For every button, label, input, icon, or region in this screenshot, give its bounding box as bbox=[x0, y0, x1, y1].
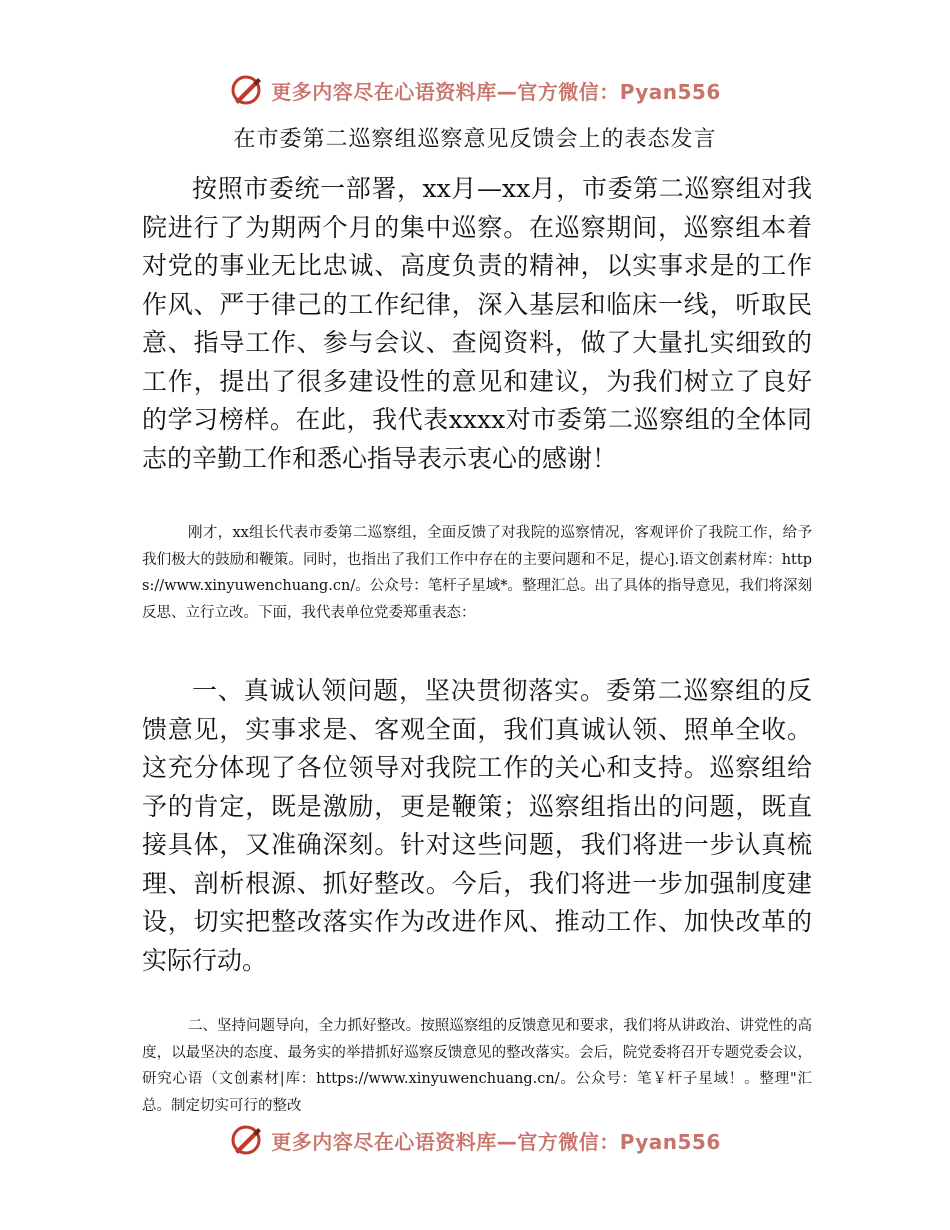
banner-text: 更多内容尽在心语资料库—官方微信：Pyan556 bbox=[271, 79, 721, 104]
document-title: 在市委第二巡察组巡察意见反馈会上的表态发言 bbox=[233, 127, 717, 152]
paragraph-point-one: 一、真诚认领问题，坚决贯彻落实。委第二巡察组的反馈意见，实事求是、客观全面，我们真诚认领、照单全收。这充分体现了各位领导对我院工作的关心和支持。巡察组给予的肯定，既是激励，更是鞭策；巡察组指出的问题，既直接具体，又准确深刻。针对这些问题，我们将进一步认真梳理、剖析根源、抓好整改。今后，我们将进一步加强制度建设，切实把整改落实作为改进作风、推动工作、加快改革的实际行动。 bbox=[142, 676, 812, 975]
pen-logo-icon bbox=[229, 73, 263, 107]
pen-logo-icon bbox=[229, 1123, 263, 1157]
banner-text: 更多内容尽在心语资料库—官方微信：Pyan556 bbox=[271, 1129, 721, 1154]
header-banner bbox=[0, 70, 950, 110]
paragraph-point-two: 二、坚持问题导向，全力抓好整改。按照巡察组的反馈意见和要求，我们将从讲政治、讲党性的高度，以最坚决的态度、最务实的举措抓好巡察反馈意见的整改落实。会后，院党委将召开专题党委会议，研究心语（文创素材|库：https://www.xinyuwenchuang.cn/。公众号：笔￥杆子星域！。整理"汇总。制定切实可行的整改 bbox=[142, 1018, 812, 1114]
footer-banner bbox=[0, 1120, 950, 1160]
paragraph-intro: 按照市委统一部署，xx月—xx月，市委第二巡察组对我院进行了为期两个月的集中巡察。在巡察期间，巡察组本着对党的事业无比忠诚、高度负责的精神，以实事求是的工作作风、严于律己的工作纪律，深入基层和临床一线，听取民意、指导工作、参与会议、查阅资料，做了大量扎实细致的工作，提出了很多建设性的意见和建议，为我们树立了良好的学习榜样。在此，我代表xxxx对市委第二巡察组的全体同志的辛勤工作和悉心指导表示衷心的感谢！ bbox=[142, 174, 812, 473]
paragraph-feedback: 刚才，xx组长代表市委第二巡察组，全面反馈了对我院的巡察情况，客观评价了我院工作，给予我们极大的鼓励和鞭策。同时，也指出了我们工作中存在的主要问题和不足，提心].语文创素材库：https://www.xinyuwenchuang.cn/。公众号：笔杆子星域*。整理汇总。出了具体的指导意见，我们将深刻反思、立行立改。下面，我代表单位党委郑重表态： bbox=[142, 525, 812, 621]
